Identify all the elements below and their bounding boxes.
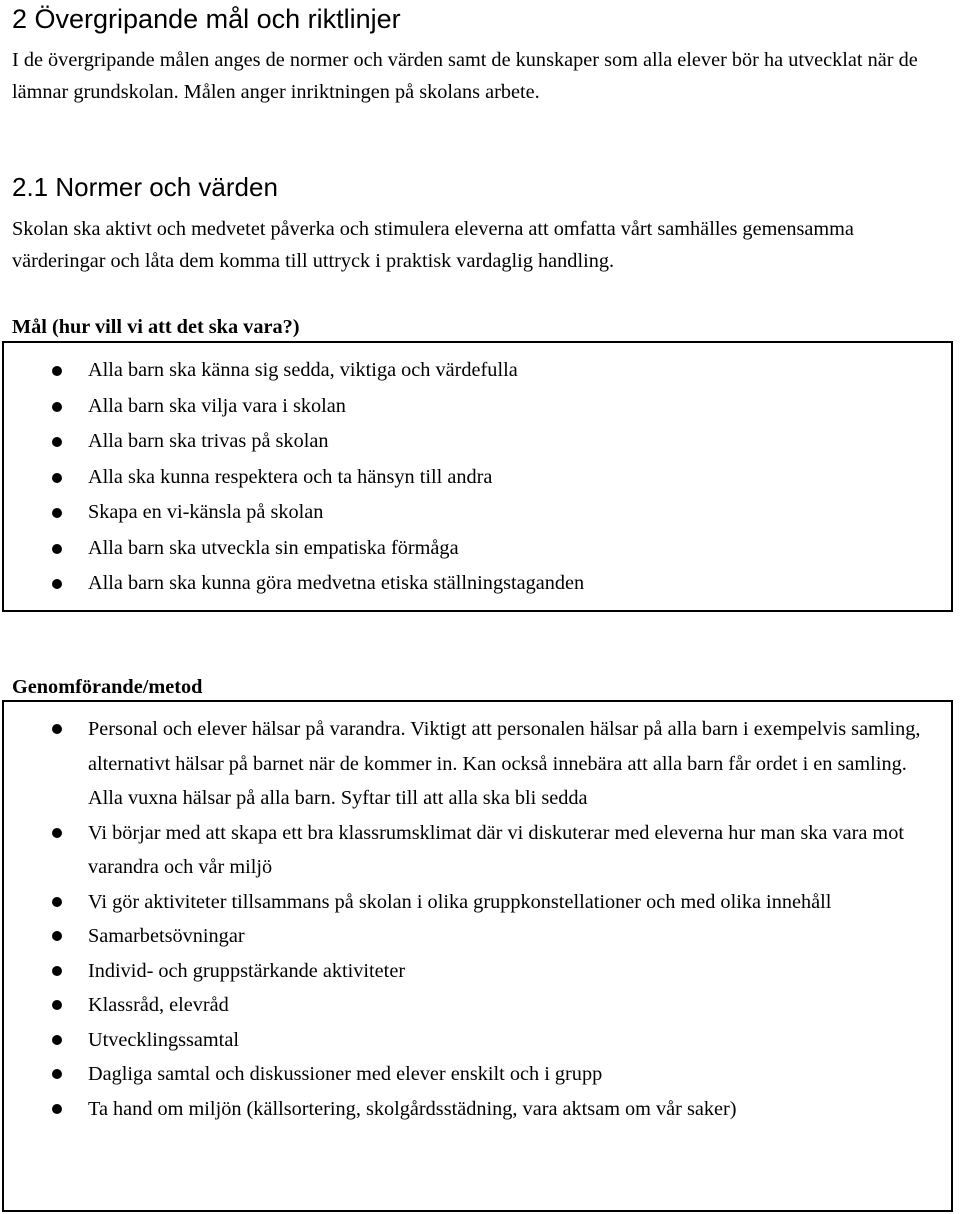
bullet-icon <box>52 437 62 447</box>
list-item <box>4 424 951 460</box>
bullet-icon <box>52 544 62 554</box>
page-title: 2 Övergripande mål och riktlinjer <box>12 4 401 34</box>
list-item <box>4 712 951 816</box>
bullet-icon <box>52 1104 62 1114</box>
list-item-text: Samarbetsövningar <box>88 925 245 947</box>
goals-box <box>2 341 953 612</box>
goals-list <box>4 353 951 602</box>
bullet-icon <box>52 366 62 376</box>
method-list <box>4 712 951 1126</box>
list-item-text: Utvecklingssamtal <box>88 1028 239 1051</box>
intro-paragraph: I de övergripande målen anges de normer och värden samt de kunskaper som alla elever bör ha utvecklat när de lämnar grundskolan. Målen anger inriktningen på skolans arbete. <box>12 49 918 103</box>
list-item <box>4 353 951 389</box>
list-item <box>4 1057 951 1092</box>
bullet-icon <box>52 402 62 412</box>
bullet-icon <box>52 1035 62 1045</box>
list-item-text: Alla barn ska kunna göra medvetna etiska ställningstaganden <box>88 572 585 594</box>
list-item <box>4 1092 951 1127</box>
list-item <box>4 389 951 425</box>
list-item-text: Vi börjar med att skapa ett bra klassrumsklimat där vi diskuterar med eleverna hur man ska vara mot varandra och vår miljö <box>88 821 904 878</box>
list-item-text: Alla ska kunna respektera och ta hänsyn till andra <box>88 465 493 488</box>
method-box <box>2 700 953 1212</box>
list-item-text: Klassråd, elevråd <box>88 994 229 1016</box>
list-item-text: Alla barn ska utveckla sin empatiska förmåga <box>88 536 459 559</box>
bullet-icon <box>52 579 62 589</box>
list-item-text: Vi gör aktiviteter tillsammans på skolan i olika gruppkonstellationer och med olika innehåll <box>88 890 832 913</box>
list-item <box>4 1023 951 1058</box>
bullet-icon <box>52 473 62 483</box>
bullet-icon <box>52 724 62 734</box>
bullet-icon <box>52 508 62 518</box>
list-item-text: Alla barn ska vilja vara i skolan <box>88 394 346 417</box>
bullet-icon <box>52 966 62 976</box>
list-item <box>4 460 951 496</box>
list-item <box>4 566 951 602</box>
list-item <box>4 988 951 1023</box>
goals-heading: Mål (hur vill vi att det ska vara?) <box>12 316 300 338</box>
list-item-text: Skapa en vi-känsla på skolan <box>88 501 324 523</box>
list-item-text: Alla barn ska trivas på skolan <box>88 430 329 452</box>
bullet-icon <box>52 1069 62 1079</box>
list-item-text: Ta hand om miljön (källsortering, skolgårdsstädning, vara aktsam om vår saker) <box>88 1097 737 1120</box>
list-item <box>4 531 951 567</box>
bullet-icon <box>52 897 62 907</box>
list-item-text: Dagliga samtal och diskussioner med elever enskilt och i grupp <box>88 1063 603 1085</box>
section-heading: 2.1 Normer och värden <box>12 172 278 202</box>
list-item-text: Individ- och gruppstärkande aktiviteter <box>88 959 406 982</box>
bullet-icon <box>52 828 62 838</box>
list-item <box>4 816 951 885</box>
bullet-icon <box>52 1000 62 1010</box>
list-item-text: Personal och elever hälsar på varandra. Viktigt att personalen hälsar på alla barn i exempelvis samling, alternativt hälsar på barnet när de kommer in. Kan också innebära att alla barn får ordet i en samling. Alla vuxna hälsar på alla barn. Syftar till att alla ska bli sedda <box>88 718 921 809</box>
section-paragraph: Skolan ska aktivt och medvetet påverka och stimulera eleverna att omfatta vårt samhälles gemensamma värderingar och låta dem komma till uttryck i praktisk vardaglig handling. <box>12 218 854 272</box>
bullet-icon <box>52 931 62 941</box>
method-heading: Genomförande/metod <box>12 676 203 698</box>
list-item-text: Alla barn ska känna sig sedda, viktiga och värdefulla <box>88 359 518 381</box>
list-item <box>4 919 951 954</box>
list-item <box>4 954 951 989</box>
list-item <box>4 495 951 531</box>
list-item <box>4 885 951 920</box>
